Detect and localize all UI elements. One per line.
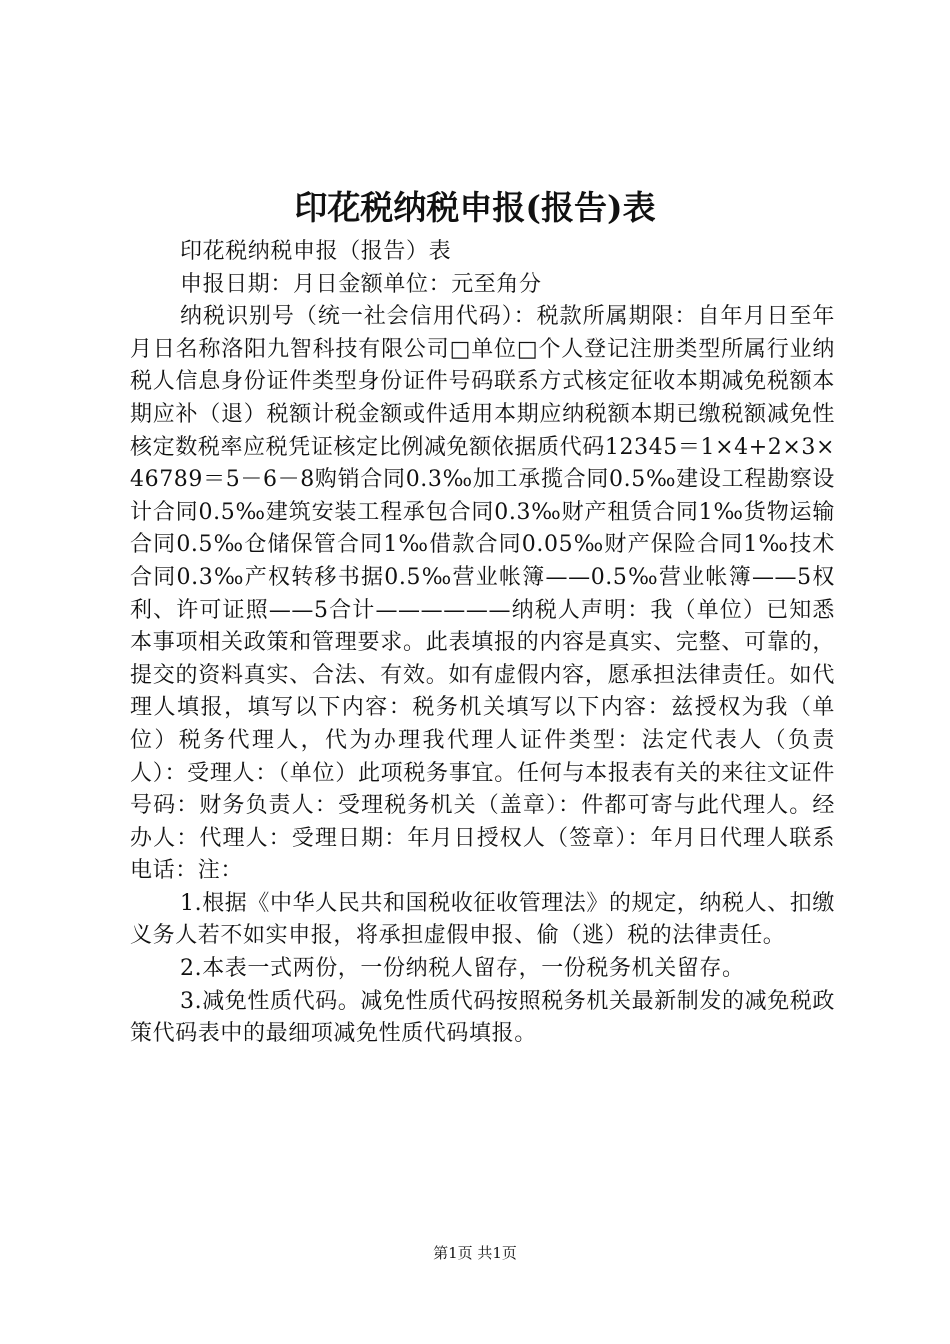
declaration-date-paragraph: 申报日期：月日金额单位：元至角分 [180, 271, 542, 297]
form-content-paragraph: 纳税识别号（统一社会信用代码）：税款所属期限：自年月日至年月日名称洛阳九智科技有限公司□单位□个人登记注册类型所属行业纳税人信息身份证件类型身份证件号码联系方式核定征收本期减免税额本期应补（退）税额计税金额或件适用本期应纳税额本期已缴税额减免性核定数税率应税凭证核定比例减免额依据质代码12345＝1×4+2×3×46789＝5－6－8购销合同0.3‰加工承揽合同0.5‰建设工程勘察设计合同0.5‰建筑安装工程承包合同0.3‰财产租赁合同1‰货物运输合同0.5‰仓储保管合同1‰借款合同0.05‰财产保险合同1‰技术合同0.3‰产权转移书据0.5‰营业帐簿——0.5‰营业帐簿——5权利、许可证照——5合计——————纳税人声明：我（单位）已知悉本事项相关政策和管理要求。此表填报的内容是真实、完整、可靠的，提交的资料真实、合法、有效。如有虚假内容，愿承担法律责任。如代理人填报，填写以下内容：税务机关填写以下内容：兹授权为我（单位）税务代理人，代为办理我代理人证件类型：法定代表人（负责人）：受理人：（单位）此项税务事宜。任何与本报表有关的来往文证件号码：财务负责人：受理税务机关（盖章）：件都可寄与此代理人。经办人：代理人：受理日期：年月日授权人（签章）：年月日代理人联系电话：注： [130, 304, 835, 884]
note-3-paragraph: 3.减免性质代码。减免性质代码按照税务机关最新制发的减免税政策代码表中的最细项减免性质代码填报。 [130, 988, 835, 1047]
note-1-paragraph: 1.根据《中华人民共和国税收征收管理法》的规定，纳税人、扣缴义务人若不如实申报，将承担虚假申报、偷（逃）税的法律责任。 [130, 890, 835, 949]
page-number-footer: 第1页 共1页 [433, 1244, 517, 1262]
document-body [130, 236, 835, 1051]
note-2-paragraph: 2.本表一式两份，一份纳税人留存，一份税务机关留存。 [180, 956, 745, 982]
document-title: 印花税纳税申报(报告)表 [294, 188, 656, 227]
subtitle-paragraph: 印花税纳税申报（报告）表 [180, 239, 452, 264]
